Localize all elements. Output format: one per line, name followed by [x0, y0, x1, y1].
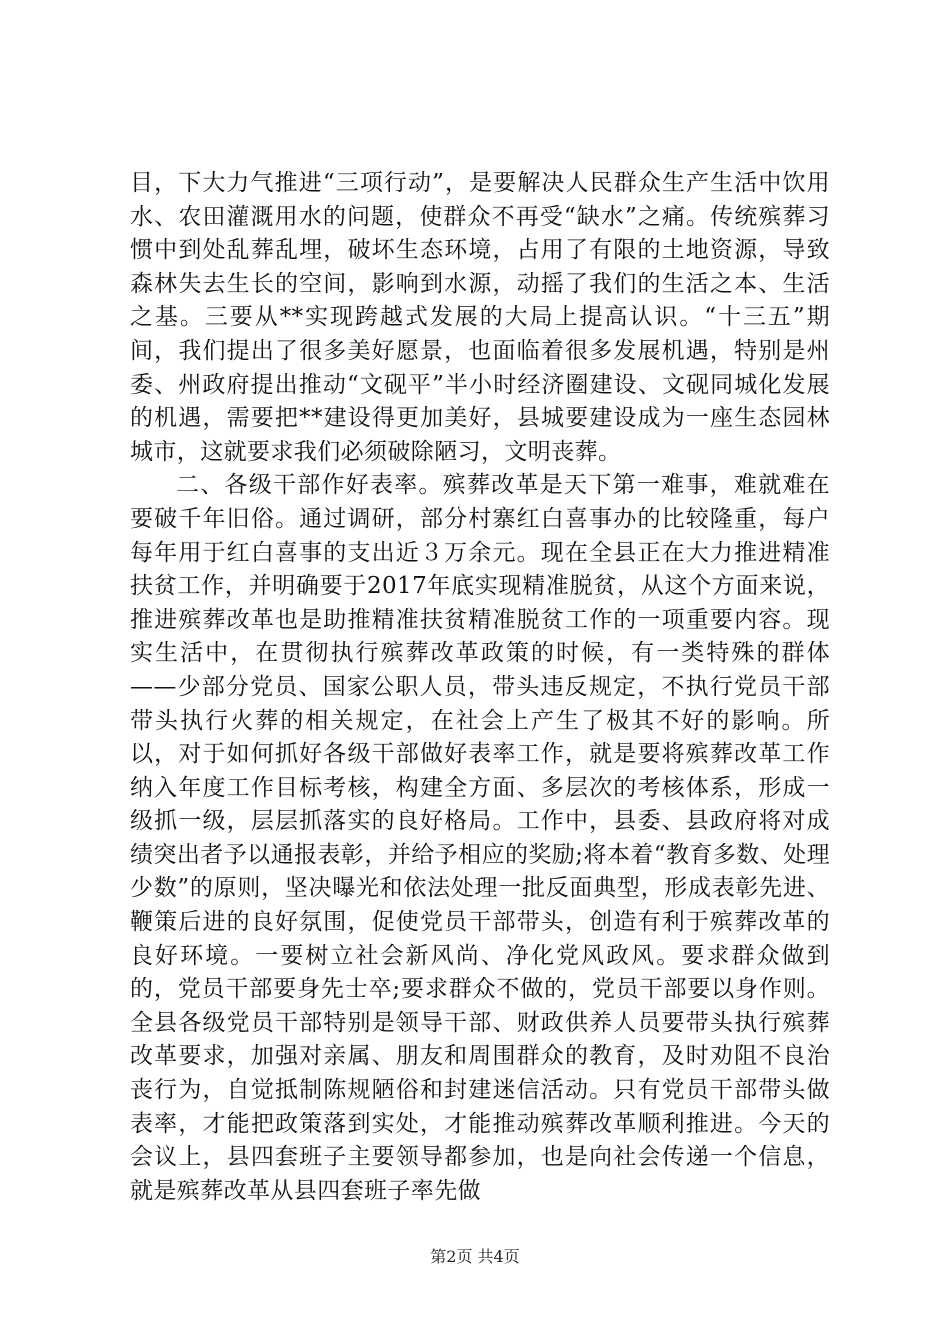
- paragraph-continuation: 目，下大力气推进“三项行动”，是要解决人民群众生产生活中饮用水、农田灌溉用水的问题，使群众不再受“缺水”之痛。传统殡葬习惯中到处乱葬乱埋，破坏生态环境，占用了有限的土地资源，导致森林失去生长的空间，影响到水源，动摇了我们的生活之本、生活之基。三要从**实现跨越式发展的大局上提高认识。“十三五”期间，我们提出了很多美好愿景，也面临着很多发展机遇，特别是州委、州政府提出推动“文砚平”半小时经济圈建设、文砚同城化发展的机遇，需要把**建设得更加美好，县城要建设成为一座生态园林城市，这就要求我们必须破除陋习，文明丧葬。: [130, 170, 830, 465]
- document-body: [130, 167, 830, 1208]
- paragraph-cadre-example: 二、各级干部作好表率。殡葬改革是天下第一难事，难就难在要破千年旧俗。通过调研，部分村寨红白喜事办的比较隆重，每户每年用于红白喜事的支出近３万余元。现在全县正在大力推进精准扶贫工作，并明确要于2017年底实现精准脱贫，从这个方面来说，推进殡葬改革也是助推精准扶贫精准脱贫工作的一项重要内容。现实生活中，在贯彻执行殡葬改革政策的时候，有一类特殊的群体——少部分党员、国家公职人员，带头违反规定，不执行党员干部带头执行火葬的相关规定，在社会上产生了极其不好的影响。所以，对于如何抓好各级干部做好表率工作，就是要将殡葬改革工作纳入年度工作目标考核，构建全方面、多层次的考核体系，形成一级抓一级，层层抓落实的良好格局。工作中，县委、县政府将对成绩突出者予以通报表彰，并给予相应的奖励;将本着“教育多数、处理少数”的原则，坚决曝光和依法处理一批反面典型，形成表彰先进、鞭策后进的良好氛围，促使党员干部带头，创造有利于殡葬改革的良好环境。一要树立社会新风尚、净化党风政风。要求群众做到的，党员干部要身先士卒;要求群众不做的，党员干部要以身作则。全县各级党员干部特别是领导干部、财政供养人员要带头执行殡葬改革要求，加强对亲属、朋友和周围群众的教育，及时劝阻不良治丧行为，自觉抵制陈规陋俗和封建迷信活动。只有党员干部带头做表率，才能把政策落到实处，才能推动殡葬改革顺利推进。今天的会议上，县四套班子主要领导都参加，也是向社会传递一个信息，就是殡葬改革从县四套班子率先做: [130, 472, 830, 1204]
- page-number-footer: 第2页 共4页: [430, 1247, 520, 1266]
